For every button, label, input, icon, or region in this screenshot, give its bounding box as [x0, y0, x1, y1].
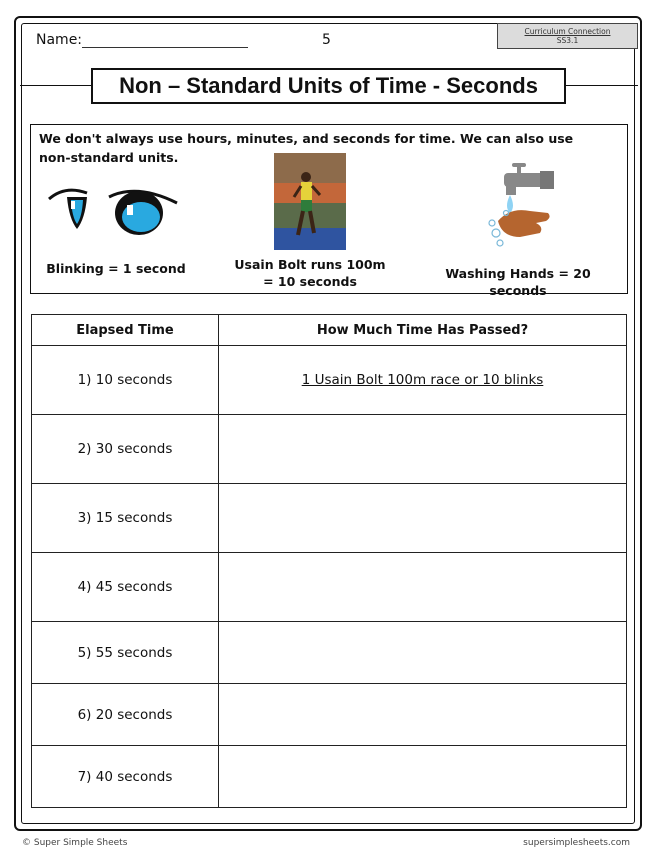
answer-cell[interactable]	[219, 684, 627, 746]
table-row	[32, 746, 627, 808]
elapsed-cell: 2) 30 seconds	[32, 415, 219, 484]
elapsed-cell: 6) 20 seconds	[32, 684, 219, 746]
header-time-passed: How Much Time Has Passed?	[219, 315, 627, 346]
footer-website[interactable]: supersimplesheets.com	[523, 838, 630, 848]
table-row	[32, 484, 627, 553]
table-row	[32, 553, 627, 622]
table-row	[32, 415, 627, 484]
name-field-line[interactable]	[82, 47, 248, 48]
answer-cell[interactable]	[219, 415, 627, 484]
sprinter-photo	[274, 153, 346, 250]
example-answer: 1 Usain Bolt 100m race or 10 blinks	[301, 372, 544, 388]
caption-usain-bolt	[221, 256, 399, 290]
hand-washing-icon	[486, 161, 556, 247]
elapsed-cell: 5) 55 seconds	[32, 622, 219, 684]
elapsed-cell: 1) 10 seconds	[32, 346, 219, 415]
elapsed-cell: 4) 45 seconds	[32, 553, 219, 622]
page-number: 5	[322, 32, 331, 48]
intro-text: We don't always use hours, minutes, and seconds for time. We can also use non-standard units.	[39, 131, 574, 165]
answer-cell[interactable]	[219, 746, 627, 808]
caption-usain-line1: Usain Bolt runs 100m	[234, 257, 386, 272]
answer-cell[interactable]	[219, 553, 627, 622]
table-row	[32, 622, 627, 684]
eyes-icon	[47, 187, 181, 239]
caption-blinking: Blinking = 1 second	[46, 261, 186, 276]
elapsed-cell: 7) 40 seconds	[32, 746, 219, 808]
caption-usain-line2: = 10 seconds	[263, 274, 357, 289]
elapsed-time-table	[31, 314, 627, 808]
curriculum-connection-box	[497, 23, 638, 49]
caption-washing-hands: Washing Hands = 20 seconds	[445, 266, 591, 298]
curriculum-title: Curriculum Connection	[524, 27, 611, 36]
elapsed-cell: 3) 15 seconds	[32, 484, 219, 553]
curriculum-code: SS3.1	[556, 36, 579, 45]
table-row	[32, 346, 627, 415]
page-title: Non – Standard Units of Time - Seconds	[91, 68, 566, 104]
header-elapsed-time: Elapsed Time	[32, 315, 219, 346]
intro-box	[30, 124, 628, 298]
footer-copyright: © Super Simple Sheets	[22, 838, 128, 848]
name-label: Name:	[36, 32, 83, 48]
answer-cell[interactable]	[219, 622, 627, 684]
table-header-row	[32, 315, 627, 346]
table-row	[32, 684, 627, 746]
answer-cell[interactable]	[219, 484, 627, 553]
answer-cell[interactable]	[219, 346, 627, 415]
